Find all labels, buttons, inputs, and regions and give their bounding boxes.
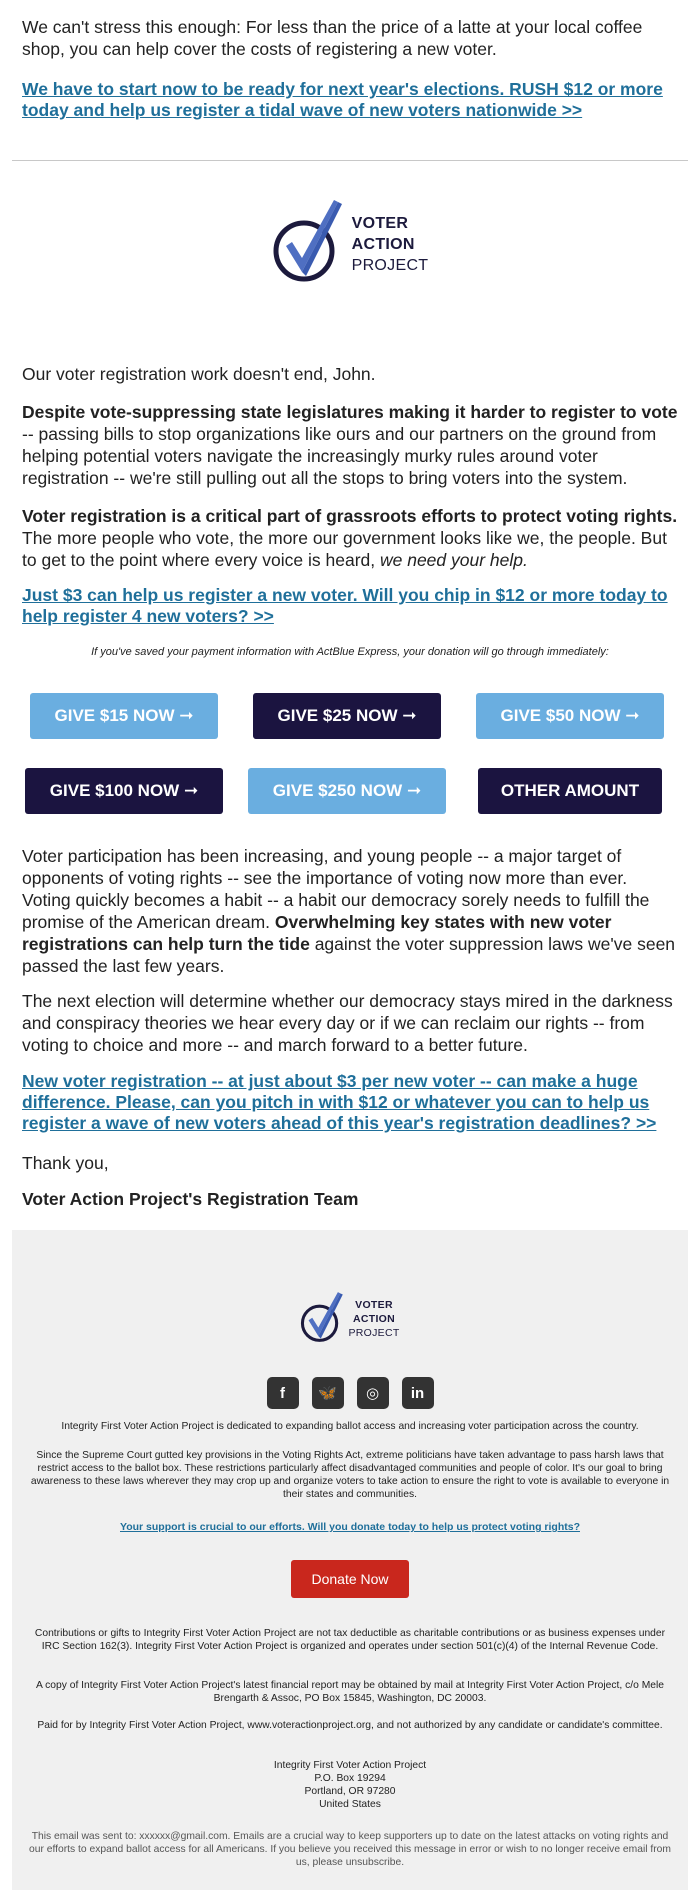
- paragraph-participation-a: Voter participation has been increasing, and young people -- a major target of opponents of voting rights -- see the importance of voting now more than ever. Voting quickly becomes a habit -- a habit our democracy sorely needs to fulfill the promise of the American dream.: [22, 846, 650, 932]
- paragraph-critical-em: we need your help.: [379, 550, 528, 570]
- footer-logo: [12, 1290, 688, 1348]
- give-25-button[interactable]: GIVE $25 NOW ➞: [253, 693, 441, 739]
- paragraph-participation-b: against the voter suppression laws we've seen passed the last few years.: [22, 934, 676, 976]
- greeting: Our voter registration work doesn't end, John.: [22, 364, 376, 384]
- donate-now-button[interactable]: Donate Now: [291, 1560, 409, 1598]
- other-amount-button[interactable]: OTHER AMOUNT: [478, 768, 662, 814]
- footer-support-link[interactable]: Your support is crucial to our efforts. Will you donate today to help us protect voting rights?: [120, 1521, 580, 1533]
- paragraph-participation: [22, 845, 678, 977]
- intro-text: We can't stress this enough: For less than the price of a latte at your local coffee shop, you can help cover the costs of registering a new voter.: [22, 17, 643, 59]
- linkedin-icon[interactable]: in: [402, 1377, 434, 1409]
- give-100-button[interactable]: GIVE $100 NOW ➞: [25, 768, 223, 814]
- rush-donate-link[interactable]: We have to start now to be ready for next year's elections. RUSH $12 or more today and help us register a tidal wave of new voters nationwide >>: [22, 79, 663, 120]
- checkmark-logo-icon: [272, 198, 344, 290]
- logo-line-voter: VOTER: [351, 214, 409, 232]
- footer: [12, 1230, 688, 1890]
- logo-line-action: ACTION: [351, 235, 415, 253]
- actblue-disclaimer: If you've saved your payment information with ActBlue Express, your donation will go through immediately:: [91, 646, 609, 658]
- address-city: Portland, OR 97280: [304, 1786, 396, 1797]
- social-links: [12, 1377, 688, 1409]
- divider: [12, 160, 688, 161]
- footer-logo-line-action: ACTION: [352, 1313, 396, 1325]
- voter-action-project-logo: [0, 198, 700, 290]
- paragraph-critical-bold: Voter registration is a critical part of grassroots efforts to protect voting rights.: [22, 506, 678, 526]
- footer-supreme-court: Since the Supreme Court gutted key provisions in the Voting Rights Act, extreme politicians have taken advantage to pass harsh laws that restrict access to the ballot box. These restrictions particularly affect disadvantaged communities and people of color. It's our goal to bring awareness to these laws wherever they may crop up and organize voters to take action to ensure the right to vote is available to everyone in their states and communities.: [30, 1450, 670, 1500]
- paragraph-suppression-rest: -- passing bills to stop organizations like ours and our partners on the ground from helping potential voters navigate the increasingly murky rules around voter registration -- we're still pulling out all the stops to bring voters into the system.: [22, 424, 657, 488]
- footer-checkmark-logo-icon: [300, 1290, 344, 1348]
- paragraph-critical-rest: The more people who vote, the more our government looks like we, the people. But to get to the point where every voice is heard,: [22, 528, 667, 570]
- give-15-button[interactable]: GIVE $15 NOW ➞: [30, 693, 218, 739]
- footer-mission: Integrity First Voter Action Project is dedicated to expanding ballot access and increasing voter participation across the country.: [61, 1421, 639, 1432]
- chip-in-link[interactable]: Just $3 can help us register a new voter. Will you chip in $12 or more today to help register 4 new voters? >>: [22, 585, 668, 626]
- footer-tax-notice: Contributions or gifts to Integrity First Voter Action Project are not tax deductible as charitable contributions or as business expenses under IRC Section 162(3). Integrity First Voter Action Project is organized and operates under section 501(c)(4) of the Internal Revenue Code.: [34, 1628, 666, 1652]
- logo-line-project: PROJECT: [351, 256, 429, 274]
- pitch-in-link[interactable]: New voter registration -- at just about $3 per new voter -- can make a huge difference. Please, can you pitch in with $12 or whatever you can to help us register a wave of new voters ahead of this year's registration deadlines? >>: [22, 1071, 657, 1133]
- paragraph-critical: [22, 505, 678, 571]
- give-250-button[interactable]: GIVE $250 NOW ➞: [248, 768, 446, 814]
- address-country: United States: [319, 1799, 381, 1810]
- footer-logo-line-voter: VOTER: [355, 1299, 393, 1311]
- address-org: Integrity First Voter Action Project: [273, 1760, 427, 1771]
- paragraph-suppression-bold: Despite vote-suppressing state legislatures making it harder to register to vote: [22, 402, 678, 422]
- instagram-icon[interactable]: ◎: [357, 1377, 389, 1409]
- footer-logo-line-project: PROJECT: [348, 1327, 400, 1339]
- facebook-icon[interactable]: f: [267, 1377, 299, 1409]
- footer-financial-report: A copy of Integrity First Voter Action Project's latest financial report may be obtained by mail at Integrity First Voter Action Project, c/o Mele Brengarth & Assoc, PO Box 15845, Washington, DC 20003.: [35, 1680, 665, 1704]
- bluesky-icon[interactable]: 🦋: [312, 1377, 344, 1409]
- paragraph-participation-bold: Overwhelming key states with new voter registrations can help turn the tide: [22, 912, 612, 954]
- footer-address: [26, 1759, 674, 1811]
- paragraph-suppression: [22, 401, 678, 489]
- address-po-box: P.O. Box 19294: [314, 1773, 386, 1784]
- give-50-button[interactable]: GIVE $50 NOW ➞: [476, 693, 664, 739]
- signature: Voter Action Project's Registration Team: [22, 1189, 359, 1209]
- footer-sent-to: This email was sent to: xxxxxx@gmail.com. Emails are a crucial way to keep supporters up to date on the latest attacks on voting rights and our efforts to expand ballot access for all Americans. If you believe you received this message in error or wish to no longer receive email from us, please unsubscribe.: [29, 1831, 671, 1868]
- thank-you: Thank you,: [22, 1153, 109, 1173]
- footer-paid-for: Paid for by Integrity First Voter Action Project, www.voteractionproject.org, and not authorized by any candidate or candidate's committee.: [37, 1720, 663, 1731]
- paragraph-election: The next election will determine whether our democracy stays mired in the darkness and conspiracy theories we hear every day or if we can reclaim our rights -- from voting to choice and more -- and march forward to a better future.: [22, 991, 673, 1055]
